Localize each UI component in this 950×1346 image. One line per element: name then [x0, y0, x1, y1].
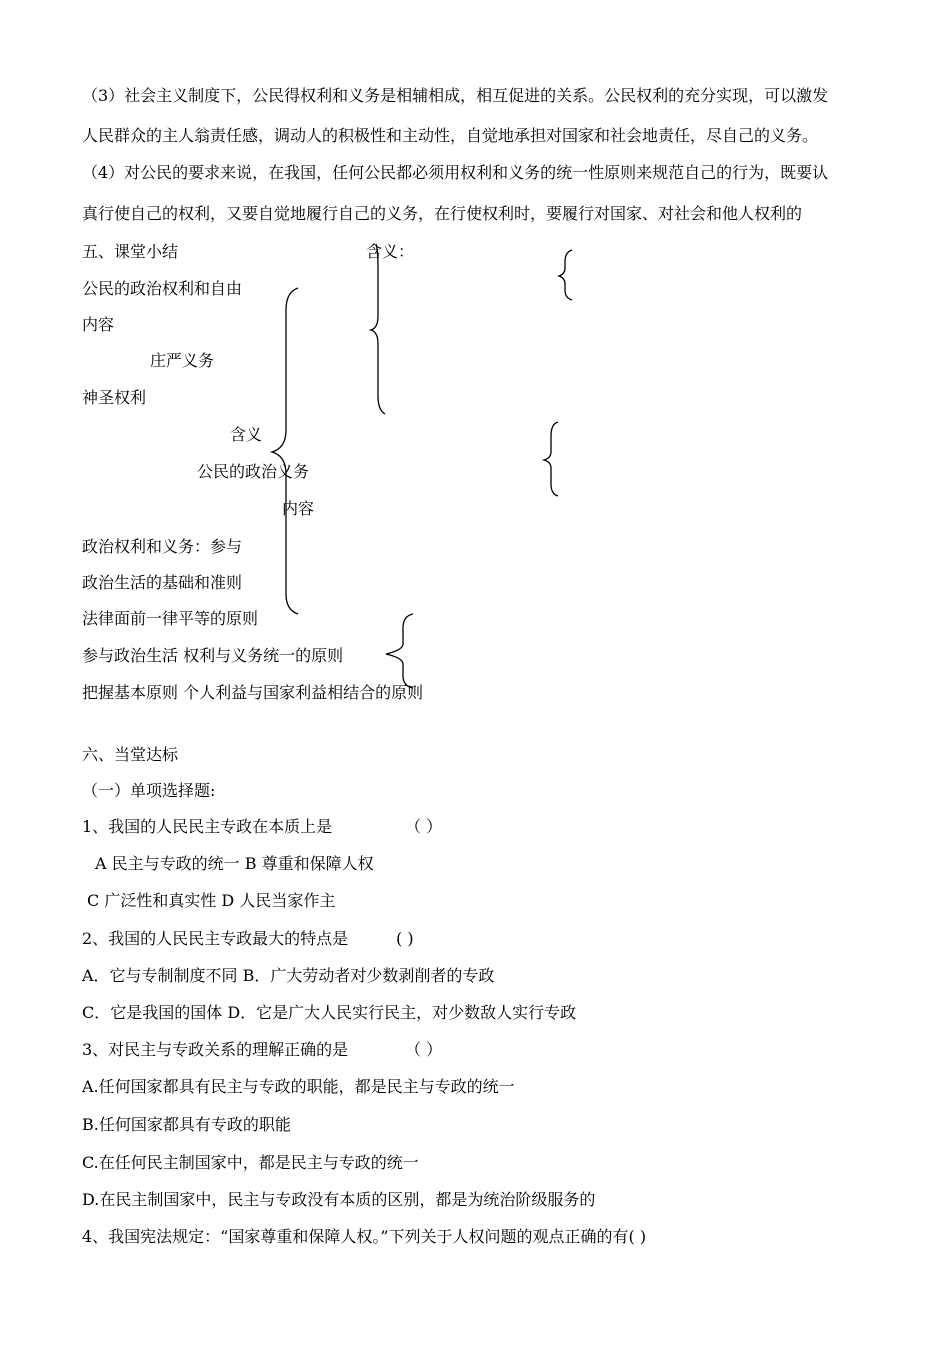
principle-1: 法律面前一律平等的原则 — [82, 609, 259, 628]
q3-option-a: A.任何国家都具有民主与专政的职能，都是民主与专政的统一 — [82, 1077, 515, 1096]
solemn-duty-label: 庄严义务 — [150, 351, 215, 370]
middle-brace — [371, 244, 385, 414]
paragraph-3-line-1: （3）社会主义制度下，公民得权利和义务是相辅相成，相互促进的关系。公民权利的充分实现，可以激发 — [82, 86, 829, 105]
q1-options-line-1: A 民主与专政的统一 B 尊重和保障人权 — [95, 854, 374, 873]
paragraph-4-line-1: （4）对公民的要求来说，在我国，任何公民都必须用权利和义务的统一性原则来规范自己的行为，既要认 — [82, 163, 829, 182]
content-label-1: 内容 — [82, 315, 115, 334]
q1-options-line-2: C 广泛性和真实性 D 人民当家作主 — [87, 891, 336, 910]
large-left-brace — [272, 288, 298, 614]
q3-option-d: D.在民主制国家中，民主与专政没有本质的区别，都是为统治阶级服务的 — [82, 1190, 596, 1209]
q1-stem: 1、我国的人民民主专政在本质上是 — [82, 817, 333, 836]
q2-stem: 2、我国的人民民主专政最大的特点是 — [82, 929, 349, 948]
principles-brace — [386, 614, 413, 688]
q4-stem: 4、我国宪法规定：“国家尊重和保障人权。”下列关于人权问题的观点正确的有( ) — [82, 1227, 647, 1246]
q3-stem: 3、对民主与专政关系的理解正确的是 — [82, 1040, 349, 1059]
principle-2: 参与政治生活 权利与义务统一的原则 — [82, 646, 344, 665]
rights-title: 公民的政治权利和自由 — [82, 279, 243, 298]
q3-option-c: C.在任何民主制国家中，都是民主与专政的统一 — [82, 1153, 419, 1172]
content-label-2: 内容 — [282, 499, 315, 518]
exercise-heading: 六、当堂达标 — [82, 745, 179, 764]
q1-answer-paren: （ ） — [405, 817, 443, 836]
duties-title: 公民的政治义务 — [197, 462, 310, 481]
summary-heading: 五、课堂小结 — [82, 242, 179, 261]
meaning-label-top: 含义： — [366, 242, 415, 261]
meaning-label-2: 含义 — [230, 425, 263, 444]
small-brace-top-right — [559, 250, 572, 300]
small-brace-right — [544, 422, 558, 496]
sacred-right-label: 神圣权利 — [82, 388, 147, 407]
basis-line-2: 政治生活的基础和准则 — [82, 573, 243, 592]
paragraph-4-line-2: 真行使自己的权利，又要自觉地履行自己的义务，在行使权利时，要履行对国家、对社会和他人权利的 — [82, 204, 803, 223]
q3-option-b: B.任何国家都具有专政的职能 — [82, 1115, 291, 1134]
q3-answer-paren: （ ） — [405, 1040, 443, 1059]
basis-line-1: 政治权利和义务：参与 — [82, 537, 243, 556]
q2-options-line-2: C．它是我国的国体 D．它是广大人民实行民主，对少数敌人实行专政 — [82, 1003, 577, 1022]
q2-answer-paren: ( ) — [396, 929, 414, 948]
section-single-choice: （一）单项选择题: — [82, 781, 216, 800]
paragraph-3-line-2: 人民群众的主人翁责任感，调动人的积极性和主动性，自觉地承担对国家和社会地责任，尽自己的义务。 — [82, 126, 819, 145]
principle-3: 把握基本原则 个人利益与国家利益相结合的原则 — [82, 683, 424, 702]
q2-options-line-1: A．它与专制制度不同 B．广大劳动者对少数剥削者的专政 — [82, 966, 495, 985]
